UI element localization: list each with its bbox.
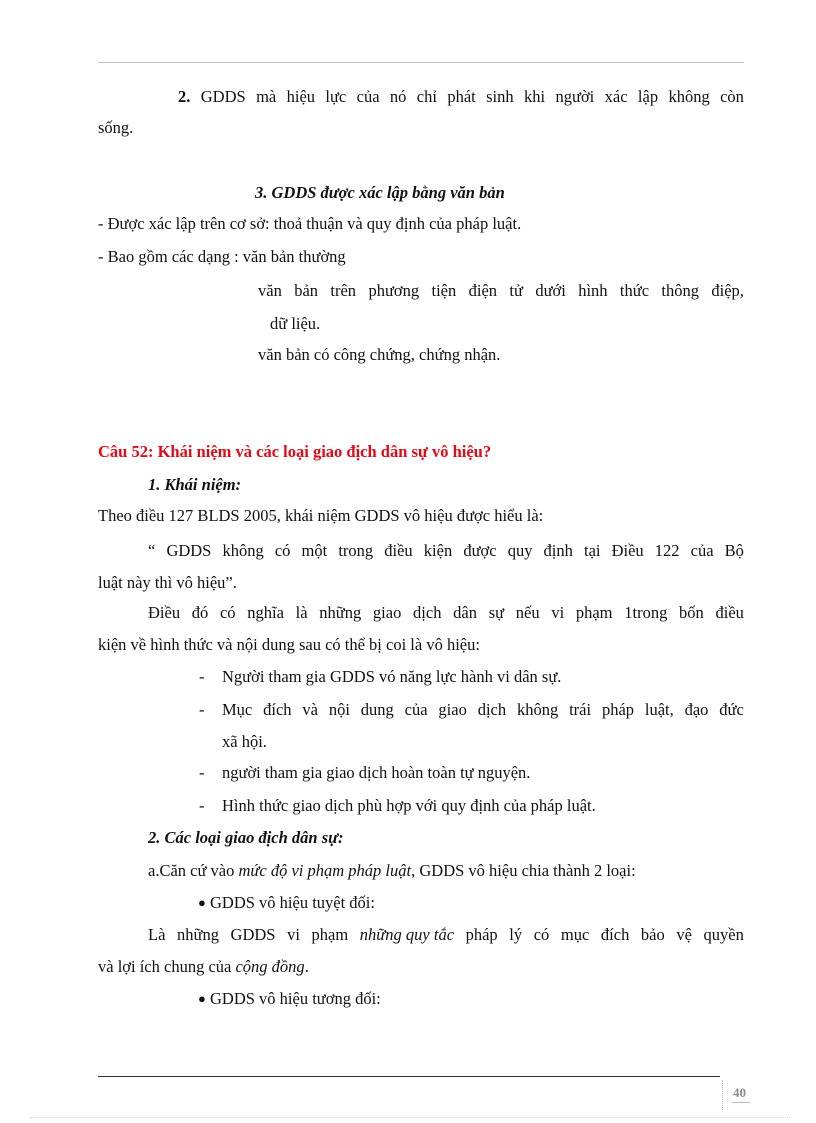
sub-item-electronic: [258, 280, 744, 302]
criterion-a: [148, 860, 636, 882]
word: nếu: [515, 603, 540, 622]
word: tại: [584, 541, 601, 560]
italic-term: những quy tắc: [359, 925, 455, 944]
text: , GDDS vô hiệu chia thành 2 loại:: [411, 861, 636, 880]
word: định: [543, 541, 573, 560]
page-number-underline: [732, 1102, 750, 1103]
sub-item-notarized: văn bản có công chứng, chứng nhận.: [258, 345, 501, 364]
word: là: [295, 603, 308, 622]
bullet-line-1: - Được xác lập trên cơ sở: thoả thuận và quy định của pháp luật.: [98, 214, 522, 233]
footer-rule: [98, 1076, 720, 1077]
item-number: 2.: [178, 87, 191, 106]
paragraph-2-line2: sống.: [98, 118, 134, 137]
word: giao: [438, 700, 467, 719]
word: GDDS: [166, 541, 212, 560]
word: sinh: [486, 87, 514, 106]
word: hình: [578, 281, 608, 300]
word: có: [274, 541, 291, 560]
word: người: [555, 87, 595, 106]
word: trên: [330, 281, 357, 300]
word: đó: [191, 603, 209, 622]
word: lực: [325, 87, 347, 106]
word: không: [516, 700, 559, 719]
word: sự: [488, 603, 505, 622]
bullet-line-2: - Bao gồm các dạng : văn bản thường: [98, 247, 346, 266]
text: GDDS vô hiệu tương đối:: [209, 989, 381, 1008]
word: được: [463, 541, 497, 560]
word: Bộ: [724, 541, 744, 560]
paragraph-2-line1: [178, 86, 744, 108]
word: khi: [524, 87, 546, 106]
text: GDDS vô hiệu tuyệt đối:: [209, 893, 375, 912]
word: của: [690, 541, 714, 560]
word: đích: [600, 925, 630, 944]
word: dịch: [413, 603, 442, 622]
word: một: [301, 541, 328, 560]
word: những: [319, 603, 362, 622]
subheading-concept: 1. Khái niệm:: [148, 475, 242, 494]
meaning-line-1: [148, 602, 744, 624]
word: dịch: [477, 700, 507, 719]
word: điện: [468, 281, 498, 300]
word: GDDS: [200, 87, 246, 106]
word: điều: [384, 541, 413, 560]
quote-line-1: [148, 540, 744, 562]
bullet-dot-icon: ●: [198, 991, 206, 1006]
absolute-line-2: [98, 956, 309, 978]
list-item-4: Hình thức giao dịch phù hợp với quy định của pháp luật.: [222, 796, 596, 815]
word: 1trong: [624, 603, 668, 622]
word: dân: [453, 603, 477, 622]
header-rule: [98, 62, 744, 63]
word: điều: [715, 603, 744, 622]
word: Mục: [222, 700, 253, 719]
quote-line-2: luật này thì vô hiệu”.: [98, 573, 237, 592]
subheading-types: 2. Các loại giao địch dân sự:: [148, 828, 344, 847]
word: phạm: [575, 603, 613, 622]
list-item-1: Người tham gia GDDS vó năng lực hành vi dân sự.: [222, 667, 562, 686]
word: nó: [389, 87, 407, 106]
list-item-2: [222, 699, 744, 721]
paragraph-theo: Theo điều 127 BLDS 2005, khái niệm GDDS vô hiệu được hiểu là:: [98, 506, 544, 525]
word: có: [219, 603, 236, 622]
word: bản: [294, 281, 319, 300]
list-item-3: người tham gia giao dịch hoàn toàn tự nguyện.: [222, 763, 531, 782]
word: bốn: [679, 603, 704, 622]
word: nội: [328, 700, 350, 719]
word: quy: [507, 541, 533, 560]
list-dash-1: -: [199, 667, 205, 686]
word: trái: [569, 700, 592, 719]
word: nghĩa: [247, 603, 284, 622]
word: luật,: [644, 700, 674, 719]
word: vi: [287, 925, 300, 944]
word: có: [533, 925, 550, 944]
word: của: [356, 87, 380, 106]
word: thức: [619, 281, 650, 300]
word: dung: [360, 700, 394, 719]
word: GDDS: [230, 925, 276, 944]
word: phát: [447, 87, 476, 106]
word: vệ: [676, 925, 692, 944]
word: đích: [263, 700, 292, 719]
word: hiệu: [286, 87, 316, 106]
section-heading-3: 3. GDDS được xác lập bằng văn bản: [255, 183, 505, 202]
word: trong: [338, 541, 374, 560]
page-bottom-dotted-border: [30, 1117, 790, 1118]
word: những: [177, 925, 219, 944]
word: pháp: [601, 700, 635, 719]
word: lập: [637, 87, 659, 106]
text: a.Căn cứ vào: [148, 861, 239, 880]
list-dash-2: -: [199, 700, 205, 719]
text: và lợi ích chung của: [98, 957, 236, 976]
word: tử: [509, 281, 523, 300]
word: phạm: [311, 925, 349, 944]
absolute-line-1: [148, 924, 744, 946]
word: đức: [719, 700, 744, 719]
word: xác: [604, 87, 628, 106]
word: và: [302, 700, 318, 719]
word: bảo: [640, 925, 665, 944]
word: dưới: [535, 281, 566, 300]
word: thông: [661, 281, 699, 300]
bullet-relative: [198, 988, 381, 1011]
word: mà: [256, 87, 277, 106]
word: chỉ: [416, 87, 437, 106]
word: “: [148, 541, 156, 560]
word: 122: [654, 541, 680, 560]
italic-term: cộng đồng: [235, 957, 305, 976]
word: không: [222, 541, 264, 560]
word: Là: [148, 925, 166, 944]
word: điệp,: [711, 281, 744, 300]
bullet-absolute: [198, 892, 375, 915]
word: vi: [551, 603, 565, 622]
word: phương: [368, 281, 420, 300]
list-item-2-cont: xã hội.: [222, 732, 267, 751]
list-dash-3: -: [199, 763, 205, 782]
word: còn: [720, 87, 744, 106]
word: Điều: [148, 603, 181, 622]
bullet-dot-icon: ●: [198, 895, 206, 910]
question-heading: Câu 52: Khái niệm và các loại giao địch dân sự vô hiệu?: [98, 442, 492, 461]
page-number: 40: [733, 1085, 746, 1100]
text: .: [304, 957, 309, 976]
word: pháp: [465, 925, 498, 944]
word: văn: [258, 281, 282, 300]
sub-item-electronic-cont: dữ liệu.: [270, 314, 321, 333]
word: giao: [372, 603, 402, 622]
word: đạo: [684, 700, 709, 719]
word: kiện: [423, 541, 453, 560]
list-dash-4: -: [199, 796, 205, 815]
word: lý: [509, 925, 523, 944]
word: của: [404, 700, 428, 719]
word: Điều: [611, 541, 644, 560]
word: không: [668, 87, 710, 106]
word: mục: [560, 925, 590, 944]
word: quyền: [703, 925, 744, 944]
meaning-line-2: kiện về hình thức và nội dung sau có thể bị coi là vô hiệu:: [98, 635, 480, 654]
word: tiện: [431, 281, 457, 300]
italic-term: mức độ vi phạm pháp luật: [238, 861, 412, 880]
